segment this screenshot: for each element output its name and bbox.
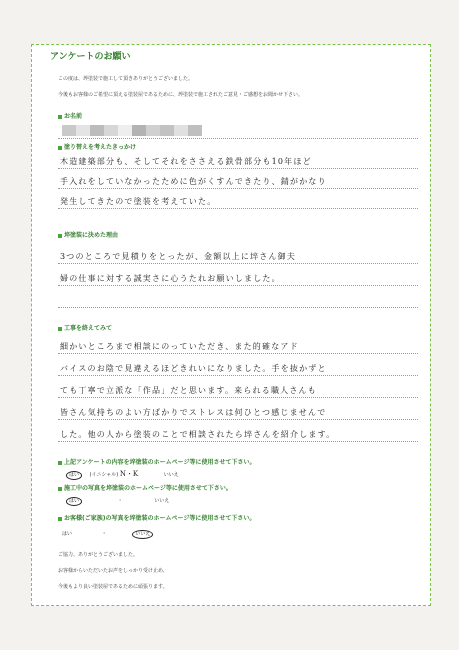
answer-line	[58, 353, 418, 354]
answer-line	[58, 441, 418, 442]
permit-family-options	[62, 530, 153, 539]
footer-line-3: 今後もより良い塗装屋であるために頑張ります。	[58, 584, 168, 590]
answer-line	[58, 375, 418, 376]
questionnaire-sheet	[31, 44, 431, 606]
answer-line	[58, 263, 418, 264]
separator: ・	[117, 498, 123, 504]
permit-survey-yes-option[interactable]: はい	[66, 471, 82, 480]
after-answer-line-1: 細かいところまで相談にのっていただき、また的確なアド	[60, 342, 299, 351]
reason-answer-line-2: 手入れをしていなかったために色がくすんできたり、錆がかなり	[60, 177, 327, 186]
bullet-square-icon	[58, 327, 62, 331]
intro-line-2: 今後もお客様のご希望に頂える塗装屋であるために、埣塗装で施工されたご意見・ご感想をお聞かせ下さい。	[58, 92, 304, 98]
answer-line	[58, 285, 418, 286]
bullet-square-icon	[58, 487, 62, 491]
section-permit-photo: 施工中の写真を埣塗装のホームページ等に使用させて下さい。	[58, 483, 232, 492]
answer-line	[58, 138, 418, 139]
bullet-square-icon	[58, 461, 62, 465]
section-permit-survey: 上記アンケートの内容を埣塗装のホームページ等に使用させて下さい。	[58, 457, 256, 466]
initial-value: N・K	[119, 470, 139, 478]
after-answer-line-4: 皆さん気持ちのよい方ばかりでストレスは何ひとつ感じませんで	[60, 408, 327, 417]
bullet-square-icon	[58, 517, 62, 521]
section-after: 工事を終えてみて	[58, 323, 112, 332]
answer-line	[58, 168, 418, 169]
after-answer-line-3: ても丁寧で立派な「作品」だと思います。来られる職人さんも	[60, 386, 317, 395]
initial-label: (イニシャル)	[89, 472, 119, 478]
permit-photo-no-option[interactable]: いいえ	[154, 498, 170, 504]
footer-line-1: ご協力、ありがとうございました。	[58, 552, 139, 558]
permit-family-no-option[interactable]: いいえ	[132, 530, 153, 539]
permit-photo-yes-option[interactable]: はい	[66, 497, 82, 506]
answer-line	[58, 188, 418, 189]
answer-line	[58, 307, 418, 308]
permit-photo-options	[66, 497, 169, 506]
after-answer-line-2: バイスのお陰で見違えるほどきれいになりました。手を抜かずと	[60, 364, 327, 373]
separator: ・	[101, 531, 107, 537]
section-decision: 埣塗装に決めた理由	[58, 230, 118, 239]
decision-answer-line-1: 3つのところで見積りをとったが、金額以上に埣さん御夫	[60, 252, 297, 261]
reason-answer-line-1: 木造建築部分も、そしてそれをささえる鉄骨部分も10年ほど	[60, 157, 312, 166]
after-answer-line-5: した。他の人から塗装のことで相談されたら埣さんを紹介します。	[60, 430, 336, 439]
sheet-title: アンケートのお願い	[50, 52, 131, 62]
permit-survey-no-option[interactable]: いいえ	[163, 472, 179, 478]
permit-survey-options	[66, 469, 179, 480]
answer-line	[58, 419, 418, 420]
permit-family-yes-option[interactable]: はい	[62, 531, 73, 537]
section-reason: 塗り替えを考えたきっかけ	[58, 142, 136, 151]
answer-line	[58, 397, 418, 398]
bullet-square-icon	[58, 234, 62, 238]
answer-line	[58, 208, 418, 209]
reason-answer-line-3: 発生してきたので塗装を考えていた。	[60, 197, 217, 206]
footer-line-2: お客様からいただいたお声をしっかり受け止め、	[58, 568, 168, 574]
section-name: お名前	[58, 111, 82, 120]
section-permit-family: お客様(ご家族)の写真を埣塗装のホームページ等に使用させて下さい。	[58, 513, 255, 522]
bullet-square-icon	[58, 115, 62, 119]
redacted-name	[62, 125, 202, 136]
decision-answer-line-2: 婦の仕事に対する誠実さに心うたれお願いしました。	[60, 274, 281, 283]
intro-line-1: この度は、埣塗装で施工して頂きありがとうございました。	[58, 76, 194, 82]
bullet-square-icon	[58, 146, 62, 150]
